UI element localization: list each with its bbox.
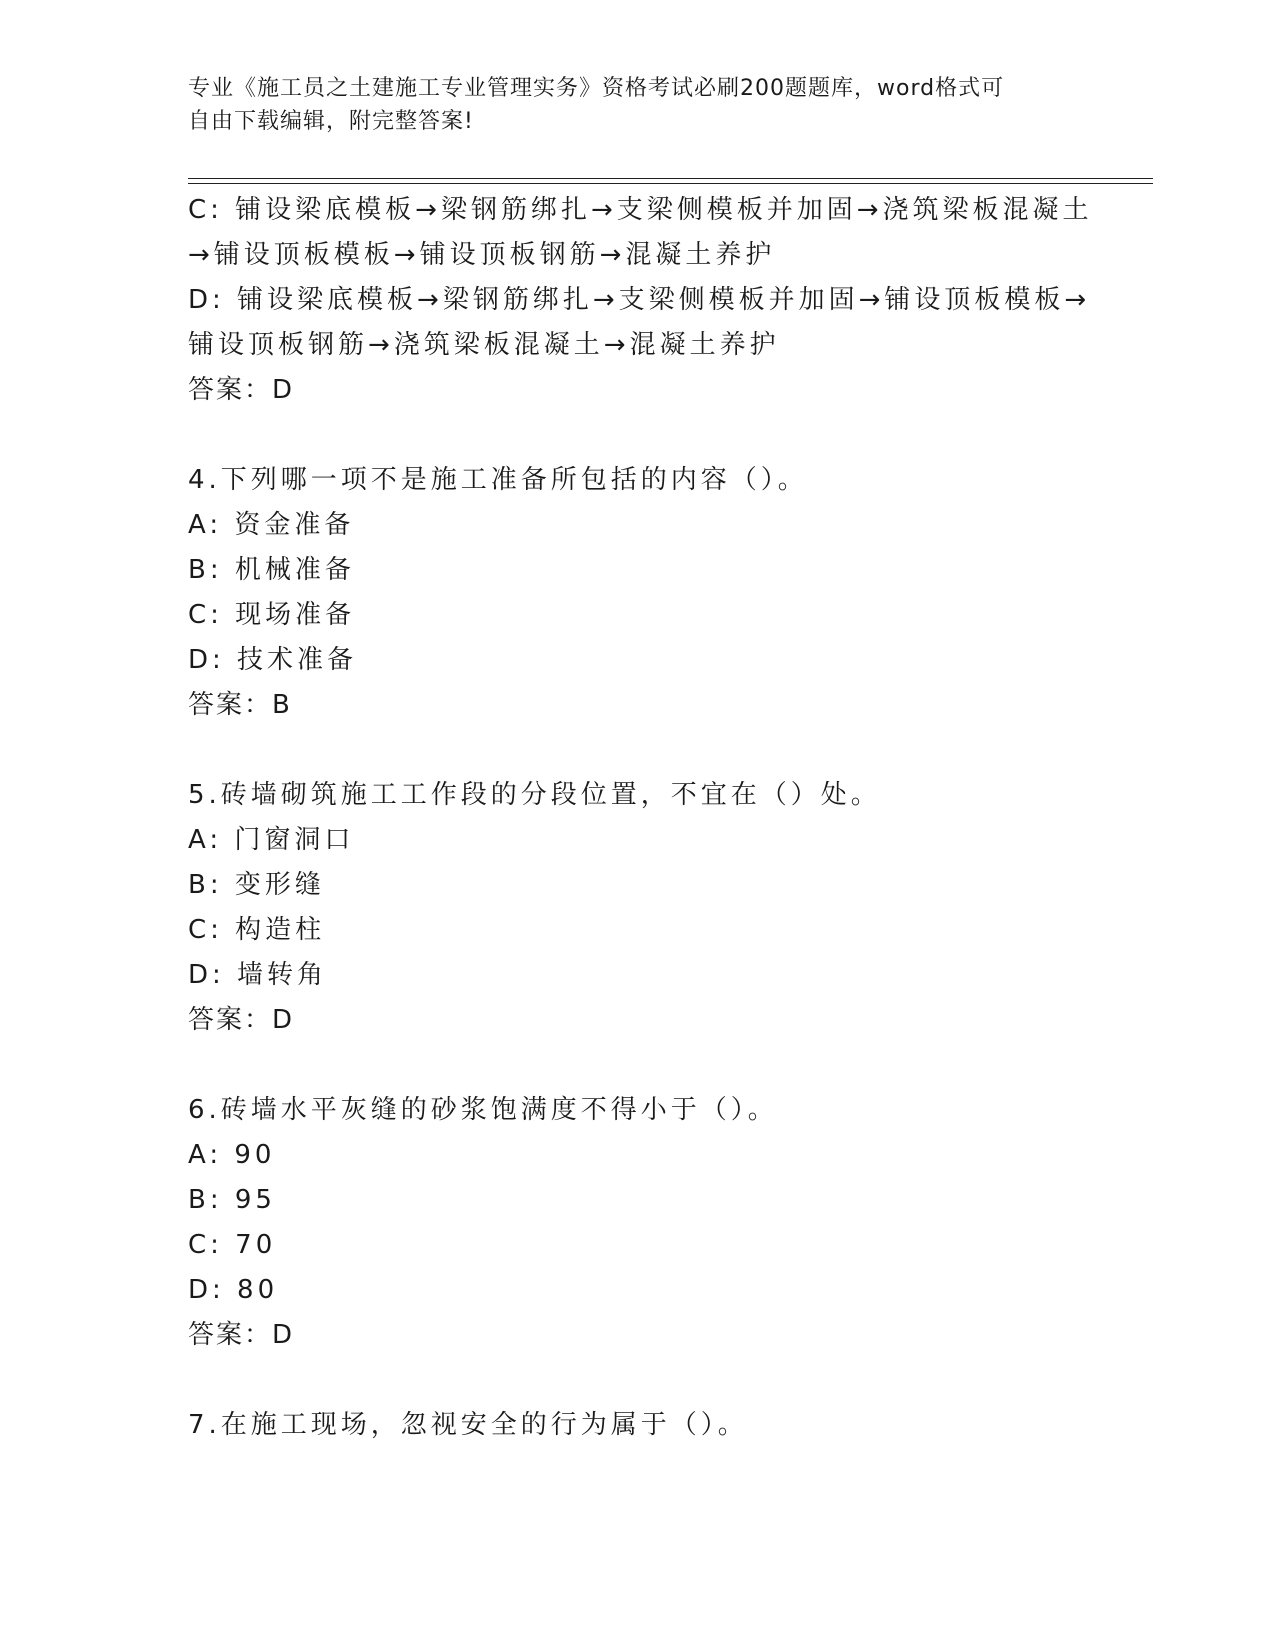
q5-answer: 答案：D [188,1005,295,1035]
q6-option-b: B: 95 [188,1185,276,1215]
q5-option-d: D: 墙转角 [188,960,328,990]
q3-option-d-line-1: D: 铺设梁底模板→梁钢筋绑扎→支梁侧模板并加固→铺设顶板模板→ [188,285,1091,315]
header-line-1: 专业《施工员之土建施工专业管理实务》资格考试必刷200题题库，word格式可 [188,76,1005,101]
document-header [188,72,1068,138]
q4-option-b: B: 机械准备 [188,555,355,585]
q6-option-c: C: 70 [188,1230,277,1260]
q6-answer: 答案：D [188,1320,295,1350]
q6-option-d: D: 80 [188,1275,279,1305]
q4-option-d: D: 技术准备 [188,645,358,675]
q5-option-b: B: 变形缝 [188,870,325,900]
header-line-2: 自由下载编辑，附完整答案! [188,109,474,134]
q3-option-d-line-2: 铺设顶板钢筋→浇筑梁板混凝土→混凝土养护 [188,330,780,360]
q6-option-a: A: 90 [188,1140,276,1170]
q4-question: 4.下列哪一项不是施工准备所包括的内容（）。 [188,465,808,495]
q4-answer: 答案：B [188,690,292,720]
q4-option-c: C: 现场准备 [188,600,356,630]
q3-option-c-line-1: C: 铺设梁底模板→梁钢筋绑扎→支梁侧模板并加固→浇筑梁板混凝土 [188,195,1093,225]
q3-answer: 答案：D [188,375,295,405]
q4-option-a: A: 资金准备 [188,510,355,540]
q7-question: 7.在施工现场，忽视安全的行为属于（）。 [188,1410,748,1440]
q6-question: 6.砖墙水平灰缝的砂浆饱满度不得小于（）。 [188,1095,778,1125]
header-divider-top [188,178,1153,179]
q3-option-c-line-2: →铺设顶板模板→铺设顶板钢筋→混凝土养护 [188,240,776,270]
q5-option-c: C: 构造柱 [188,915,326,945]
q5-question: 5.砖墙砌筑施工工作段的分段位置，不宜在（）处。 [188,780,881,810]
header-divider-bottom [188,183,1153,184]
q5-option-a: A: 门窗洞口 [188,825,355,855]
